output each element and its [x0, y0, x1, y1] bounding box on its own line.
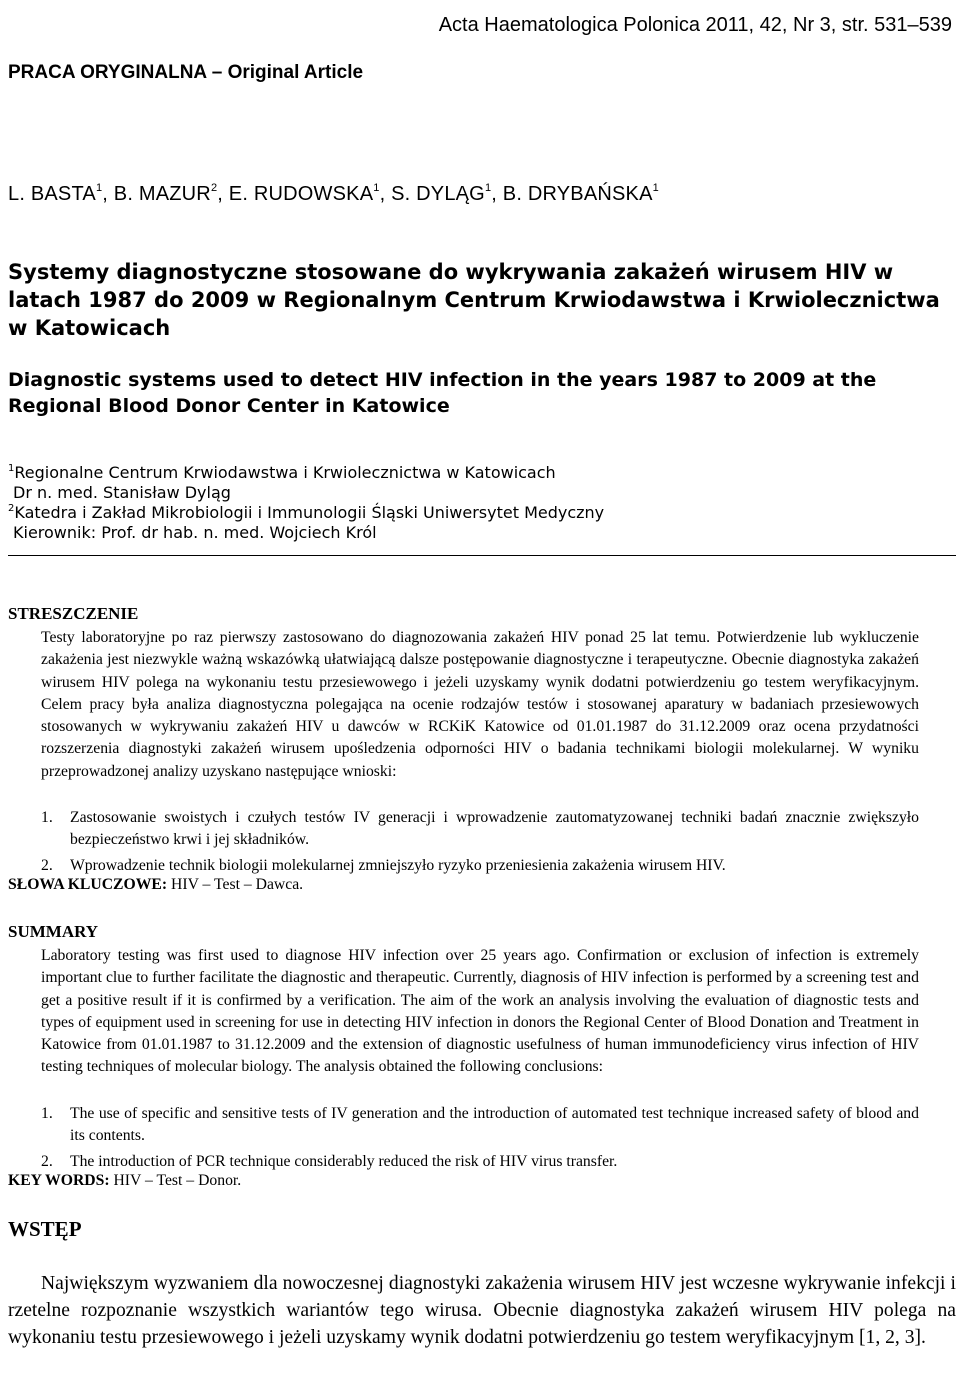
affiliation-2: $^2$Katedra i Zakład Mikrobiologii i Immunologii Śląski Uniwersytet Medyczny — [8, 503, 605, 522]
affiliations — [8, 463, 956, 543]
affiliation-1-head: Dr n. med. Stanisław Dyląg — [13, 483, 231, 502]
author-list — [8, 183, 659, 206]
summary-conclusions — [41, 1103, 919, 1176]
summary-body: Laboratory testing was first used to diagnose HIV infection over 25 years ago. Confirmation or exclusion of infection is extremely important clue to further facilitate the diagnostic and therapeutic. Currently, diagnosis of HIV infection is performed by a screening test and get a positive result if it is confirmed by a verification. The aim of the work an analysis involving the evaluation of diagnostic tests and types of equipment used in screening for use in detecting HIV infection in donors the Regional Center of Blood Donation and Treatment in Katowice from 01.01.1987 to 31.12.2009 and the extension of diagnostic usefulness of human immunodeficiency virus infection of HIV testing techniques of molecular biology. The analysis obtained the following conclusions: — [41, 947, 919, 1076]
journal-citation: Acta Haematologica Polonica 2011, 42, Nr 3, str. 531–539 — [438, 14, 952, 36]
affiliation-divider — [8, 555, 956, 556]
keywords-en: KEY WORDS: HIV – Test – Donor. — [8, 1172, 242, 1189]
introduction-heading: WSTĘP — [8, 1217, 82, 1241]
streszczenie-body: Testy laboratoryjne po raz pierwszy zastosowano do diagnozowania zakażeń HIV ponad 25 lat temu. Potwierdzenie lub wykluczenie zakażenia jest niezwykle ważną wskazówką ułatwiającą dalsze postępowanie diagnostyczne i terapeutyczne. Obecnie diagnostyka zakażeń wirusem HIV polega na wykonaniu testu przesiewowego i jeżeli uzyskamy wynik dodatni potwierdzeniu go testem weryfikacyjnym. Celem pracy była analiza diagnostyczna polegająca na ocenie rodzajów testów i stosowanej aparatury w badaniach przesiewowych stosowanych w wykrywaniu zakażeń HIV u dawców w RCKiK Katowice od 01.01.1987 do 31.12.2009 oraz ocena przydatności rozszerzenia diagnostyki zakażeń wirusem upośledzenia odporności HIV o badania technikami biologii molekularnej. W wyniku przeprowadzonej analizy uzyskano następujące wnioski: — [41, 629, 919, 780]
list-item: 2. The introduction of PCR technique considerably reduced the risk of HIV virus transfer. — [41, 1152, 618, 1170]
keywords-pl: SŁOWA KLUCZOWE: HIV – Test – Dawca. — [8, 876, 304, 893]
list-item: 1. The use of specific and sensitive tests of IV generation and the introduction of automated test technique increased safety of blood and its contents. — [41, 1105, 919, 1145]
author: B. MAZUR$^2$, — [113, 182, 229, 205]
article-type-label: PRACA ORYGINALNA – Original Article — [8, 62, 364, 83]
affiliation-1: $^1$Regionalne Centrum Krwiodawstwa i Krwiolecznictwa w Katowicach — [8, 463, 556, 482]
introduction-paragraph: Największym wyzwaniem dla nowoczesnej diagnostyki zakażenia wirusem HIV jest wczesne wykrywanie infekcji i rzetelne rozpoznanie wszystkich wariantów tego wirusa. Obecnie diagnostyka zakażeń wirusem HIV polega na wykonaniu testu przesiewowego i jeżeli uzyskamy wynik dodatni potwierdzeniu go testem weryfikacyjnym [1, 2, 3]. — [8, 1273, 956, 1348]
affiliation-2-head: Kierownik: Prof. dr hab. n. med. Wojciech Król — [13, 523, 377, 542]
author: B. DRYBAŃSKA$^1$ — [502, 182, 659, 205]
list-item: 1. Zastosowanie swoistych i czułych testów IV generacji i wprowadzenie zautomatyzowanej techniki badań znacznie zwiększyło bezpieczeństwo krwi i jej składników. — [41, 809, 919, 849]
title-polish: Systemy diagnostyczne stosowane do wykrywania zakażeń wirusem HIV w latach 1987 do 2009 w Regionalnym Centrum Krwiodawstwa i Krwiolecznictwa w Katowicach — [8, 260, 940, 340]
streszczenie-conclusions — [41, 807, 919, 880]
author: E. RUDOWSKA$^1$, — [228, 182, 392, 205]
title-english: Diagnostic systems used to detect HIV infection in the years 1987 to 2009 at the Regional Blood Donor Center in Katowice — [8, 369, 877, 417]
author: L. BASTA$^1$, — [8, 182, 114, 205]
streszczenie-heading: STRESZCZENIE — [8, 604, 139, 623]
author: S. DYLĄG$^1$, — [391, 182, 503, 205]
summary-heading: SUMMARY — [8, 922, 99, 941]
list-item: 2. Wprowadzenie technik biologii molekularnej zmniejszyło ryzyko przeniesienia zakażenia wirusem HIV. — [41, 856, 726, 874]
